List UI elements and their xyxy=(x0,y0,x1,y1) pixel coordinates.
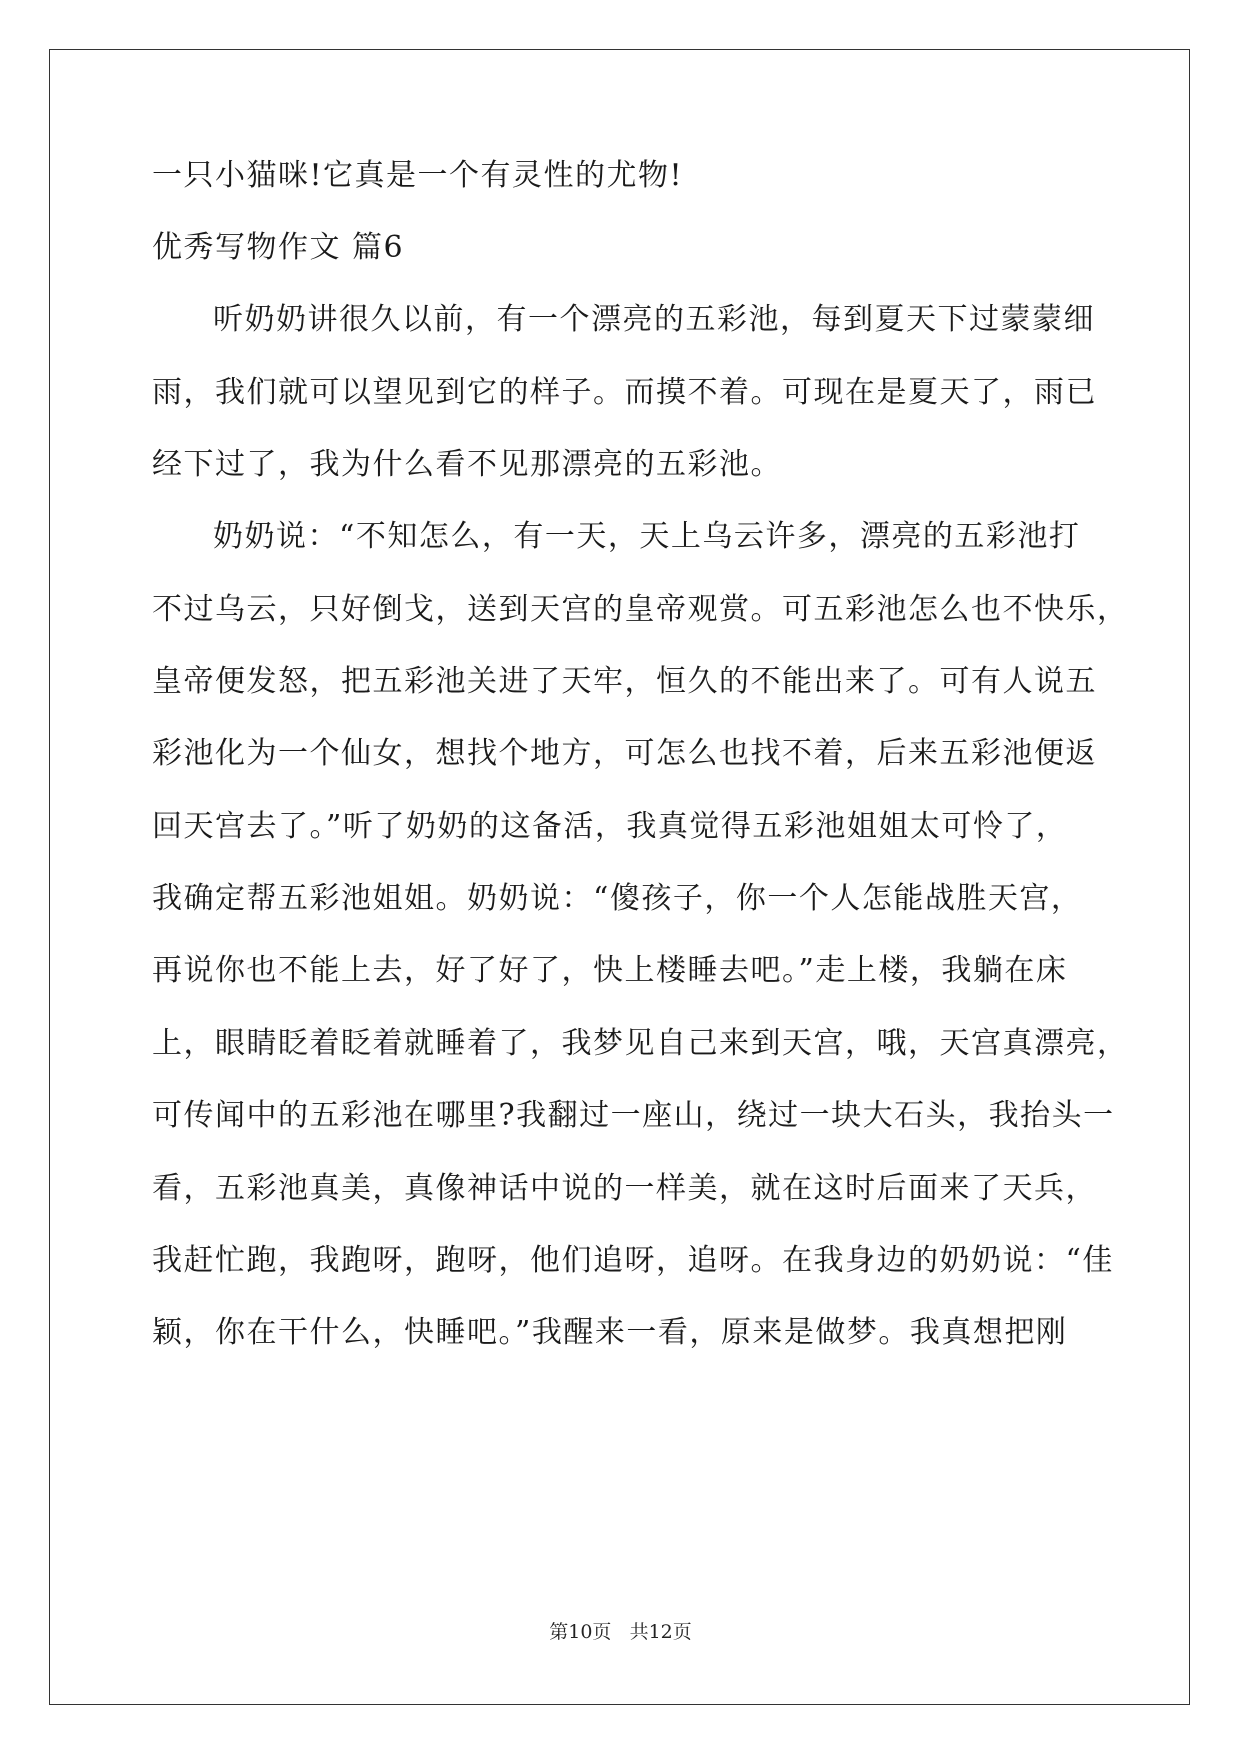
text-line: 我赶忙跑，我跑呀，跑呀，他们追呀，追呀。在我身边的奶奶说：“佳 xyxy=(152,1243,1114,1278)
text-line: 奶奶说：“不知怎么，有一天，天上乌云许多，漂亮的五彩池打 xyxy=(213,519,1081,554)
text-line: 听奶奶讲很久以前，有一个漂亮的五彩池，每到夏天下过蒙蒙细 xyxy=(213,302,1095,337)
page-border xyxy=(49,49,1190,1705)
text-line: 不过乌云，只好倒戈，送到天宫的皇帝观赏。可五彩池怎么也不快乐， xyxy=(152,592,1129,627)
page-footer xyxy=(0,1620,1241,1644)
text-line: 经下过了，我为什么看不见那漂亮的五彩池。 xyxy=(152,447,782,482)
text-line: 颖，你在干什么，快睡吧。”我醒来一看，原来是做梦。我真想把刚 xyxy=(152,1315,1068,1350)
text-line: 可传闻中的五彩池在哪里?我翻过一座山，绕过一块大石头，我抬头一 xyxy=(152,1098,1115,1133)
text-line: 雨，我们就可以望见到它的样子。而摸不着。可现在是夏天了，雨已 xyxy=(152,375,1097,410)
text-line: 一只小猫咪!它真是一个有灵性的尤物! xyxy=(152,158,684,193)
page-number: 第10页 xyxy=(549,1621,612,1643)
text-line: 上，眼睛眨着眨着就睡着了，我梦见自己来到天宫，哦，天宫真漂亮， xyxy=(152,1026,1129,1061)
section-heading: 优秀写物作文 篇6 xyxy=(152,230,405,265)
text-line: 回天宫去了。”听了奶奶的这备活，我真觉得五彩池姐姐太可怜了， xyxy=(152,809,1068,844)
text-line: 彩池化为一个仙女，想找个地方，可怎么也找不着，后来五彩池便返 xyxy=(152,736,1097,771)
text-line: 看，五彩池真美，真像神话中说的一样美，就在这时后面来了天兵， xyxy=(152,1171,1097,1206)
text-line: 皇帝便发怒，把五彩池关进了天牢，恒久的不能出来了。可有人说五 xyxy=(152,664,1097,699)
text-line: 再说你也不能上去，好了好了，快上楼睡去吧。”走上楼，我躺在床 xyxy=(152,953,1068,988)
text-line: 我确定帮五彩池姐姐。奶奶说：“傻孩子，你一个人怎能战胜天宫， xyxy=(152,881,1083,916)
page-total: 共12页 xyxy=(629,1621,692,1643)
